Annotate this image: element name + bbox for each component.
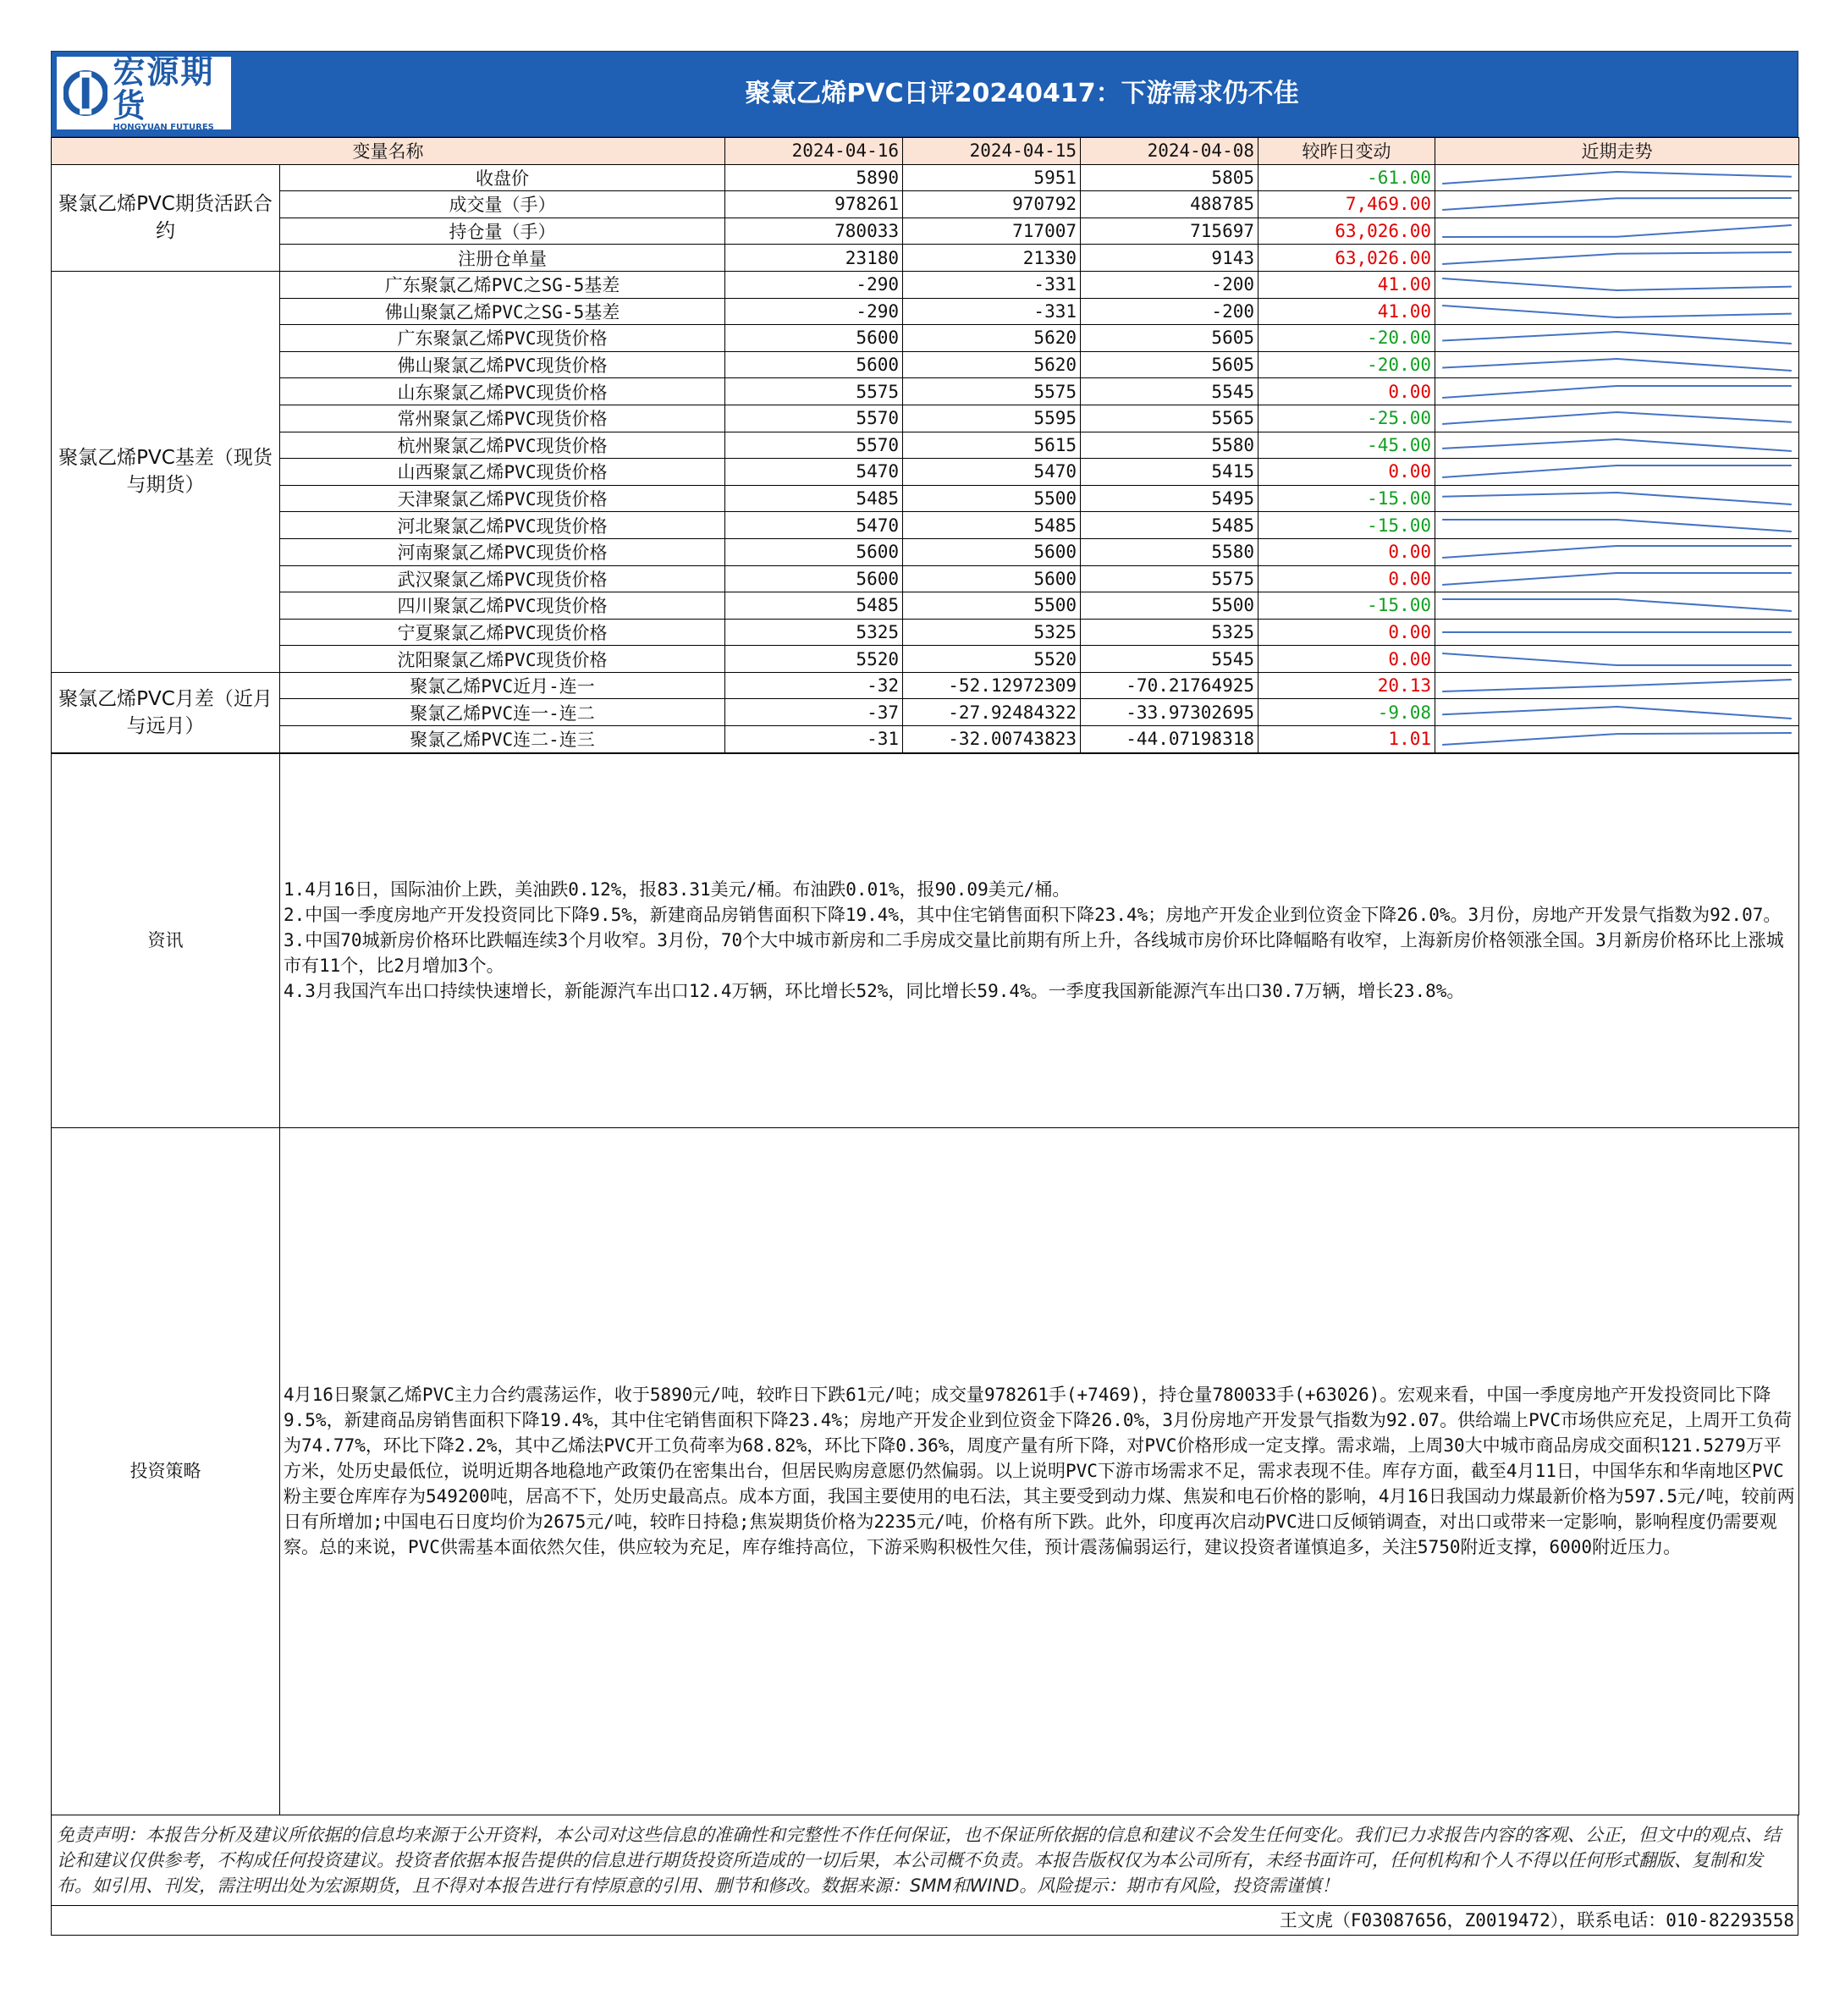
sparkline-path (1442, 198, 1792, 210)
table-header-row (52, 138, 1799, 165)
commentary-table (51, 753, 1799, 1815)
variable-name: 聚氯乙烯PVC连一-连二 (280, 699, 725, 726)
variable-name: 沈阳聚氯乙烯PVC现货价格 (280, 646, 725, 673)
value-date-1: 5600 (725, 565, 903, 592)
change-value: 63,026.00 (1258, 245, 1435, 272)
table-row (52, 619, 1799, 646)
col-header-trend: 近期走势 (1435, 138, 1799, 165)
change-value: 0.00 (1258, 565, 1435, 592)
value-date-3: 488785 (1081, 191, 1258, 218)
sparkline-path (1442, 520, 1792, 532)
col-header-date-3: 2024-04-08 (1081, 138, 1258, 165)
change-value: -20.00 (1258, 325, 1435, 352)
news-item: 4.3月我国汽车出口持续快速增长，新能源汽车出口12.4万辆，环比增长52%，同比增长59.4%。一季度我国新能源汽车出口30.7万辆，增长23.8%。 (284, 981, 1465, 1002)
value-date-2: 717007 (903, 218, 1081, 245)
company-logo (57, 52, 231, 132)
table-row (52, 245, 1799, 272)
value-date-3: 5805 (1081, 164, 1258, 191)
value-date-1: 5575 (725, 378, 903, 405)
value-date-2: 5600 (903, 538, 1081, 565)
table-row (52, 646, 1799, 673)
value-date-2: 5325 (903, 619, 1081, 646)
value-date-2: 5595 (903, 405, 1081, 432)
trend-sparkline (1435, 351, 1799, 378)
value-date-1: 5600 (725, 351, 903, 378)
value-date-1: 5570 (725, 432, 903, 459)
value-date-2: 5600 (903, 565, 1081, 592)
author-contact: 王文虎（F03087656，Z0019472），联系电话：010-82293558 (51, 1906, 1798, 1936)
value-date-1: 5890 (725, 164, 903, 191)
variable-name: 佛山聚氯乙烯PVC之SG-5基差 (280, 298, 725, 325)
variable-name: 持仓量（手） (280, 218, 725, 245)
strategy-label: 投资策略 (52, 1127, 280, 1815)
table-row (52, 378, 1799, 405)
value-date-3: 5545 (1081, 646, 1258, 673)
table-row (52, 485, 1799, 512)
sparkline-path (1442, 278, 1792, 290)
sparkline-path (1442, 599, 1792, 611)
table-row (52, 592, 1799, 620)
variable-name: 河北聚氯乙烯PVC现货价格 (280, 512, 725, 539)
sparkline-path (1442, 573, 1792, 585)
group-label-g1: 聚氯乙烯PVC期货活跃合约 (52, 164, 280, 271)
change-value: -15.00 (1258, 485, 1435, 512)
variable-name: 成交量（手） (280, 191, 725, 218)
value-date-1: -31 (725, 726, 903, 753)
change-value: -25.00 (1258, 405, 1435, 432)
trend-sparkline (1435, 432, 1799, 459)
value-date-1: -32 (725, 672, 903, 699)
sparkline-path (1442, 332, 1792, 344)
value-date-3: 5415 (1081, 459, 1258, 486)
trend-sparkline (1435, 538, 1799, 565)
logo-chinese-name: 宏源期货 (113, 52, 215, 124)
value-date-2: 5485 (903, 512, 1081, 539)
value-date-3: 5325 (1081, 619, 1258, 646)
change-value: -61.00 (1258, 164, 1435, 191)
trend-sparkline (1435, 726, 1799, 753)
value-date-2: -52.12972309 (903, 672, 1081, 699)
sparkline-path (1442, 386, 1792, 398)
value-date-1: 5520 (725, 646, 903, 673)
change-value: -20.00 (1258, 351, 1435, 378)
value-date-2: -32.00743823 (903, 726, 1081, 753)
value-date-2: 5500 (903, 485, 1081, 512)
table-row (52, 672, 1799, 699)
trend-sparkline (1435, 619, 1799, 646)
trend-sparkline (1435, 298, 1799, 325)
value-date-2: 5470 (903, 459, 1081, 486)
sparkline-path (1442, 306, 1792, 317)
value-date-1: 5470 (725, 512, 903, 539)
table-row (52, 191, 1799, 218)
variable-name: 广东聚氯乙烯PVC现货价格 (280, 325, 725, 352)
sparkline-path (1442, 252, 1792, 264)
value-date-2: 970792 (903, 191, 1081, 218)
value-date-1: 5485 (725, 485, 903, 512)
value-date-2: 5575 (903, 378, 1081, 405)
table-row (52, 432, 1799, 459)
report-header (51, 51, 1798, 137)
change-value: 41.00 (1258, 298, 1435, 325)
table-row (52, 726, 1799, 753)
trend-sparkline (1435, 512, 1799, 539)
change-value: 7,469.00 (1258, 191, 1435, 218)
trend-sparkline (1435, 459, 1799, 486)
value-date-3: 5565 (1081, 405, 1258, 432)
change-value: -15.00 (1258, 512, 1435, 539)
variable-name: 四川聚氯乙烯PVC现货价格 (280, 592, 725, 620)
value-date-3: -200 (1081, 298, 1258, 325)
value-date-3: 5485 (1081, 512, 1258, 539)
value-date-1: 5570 (725, 405, 903, 432)
strategy-content: 4月16日聚氯乙烯PVC主力合约震荡运作，收于5890元/吨，较昨日下跌61元/吨；成交量978261手(+7469)，持仓量780033手(+63026)。宏观来看，中国一季度房地产开发投资同比下降9.5%，新建商品房销售面积下降19.4%，其中住宅销售面积下降23.4%；房地产开发企业到位资金下降26.0%，3月份房地产开发景气指数为92.07。供给端上PVC市场供应充足，上周开工负荷为74.77%，环比下降2.2%，其中乙烯法PVC开工负荷率为68.82%，环比下降0.36%，周度产量有所下降，对PVC价格形成一定支撑。需求端，上周30大中城市商品房成交面积121.5279万平方米，处历史最低位，说明近期各地稳地产政策仍在密集出台，但居民购房意愿仍然偏弱。以上说明PVC下游市场需求不足，需求表现不佳。库存方面，截至4月11日，中国华东和华南地区PVC粉主要仓库库存为549200吨，居高不下，处历史最高点。成本方面，我国主要使用的电石法，其主要受到动力煤、焦炭和电石价格的影响，4月16日我国动力煤最新价格为597.5元/吨，较前两日有所增加;中国电石日度均价为2675元/吨，较昨日持稳;焦炭期货价格为2235元/吨，价格有所下跌。此外，印度再次启动PVC进口反倾销调查，对出口或带来一定影响，影响程度仍需要观察。总的来说，PVC供需基本面依然欠佳，供应较为充足，库存维持高位，下游采购积极性欠佳，预计震荡偏弱运行，建议投资者谨慎追多，关注5750附近支撑，6000附近压力。 (280, 1127, 1799, 1815)
sparkline-path (1442, 733, 1792, 745)
news-content (280, 753, 1799, 1127)
value-date-3: 5580 (1081, 538, 1258, 565)
value-date-3: 5575 (1081, 565, 1258, 592)
value-date-2: -27.92484322 (903, 699, 1081, 726)
change-value: -15.00 (1258, 592, 1435, 620)
disclaimer: 免责声明：本报告分析及建议所依据的信息均来源于公开资料，本公司对这些信息的准确性和完整性不作任何保证，也不保证所依据的信息和建议不会发生任何变化。我们已力求报告内容的客观、公正，但文中的观点、结论和建议仅供参考，不构成任何投资建议。投资者依据本报告提供的信息进行期货投资所造成的一切后果，本公司概不负责。本报告版权仅为本公司所有，未经书面许可，任何机构和个人不得以任何形式翻版、复制和发布。如引用、刊发，需注明出处为宏源期货，且不得对本报告进行有悖原意的引用、删节和修改。数据来源：SMM和WIND。风险提示：期市有风险，投资需谨慎！ (51, 1815, 1798, 1906)
col-header-variable: 变量名称 (52, 138, 725, 165)
value-date-3: 9143 (1081, 245, 1258, 272)
value-date-1: 5470 (725, 459, 903, 486)
value-date-2: -331 (903, 271, 1081, 298)
value-date-3: 715697 (1081, 218, 1258, 245)
table-row (52, 512, 1799, 539)
table-row (52, 218, 1799, 245)
trend-sparkline (1435, 672, 1799, 699)
variable-name: 河南聚氯乙烯PVC现货价格 (280, 538, 725, 565)
col-header-change: 较昨日变动 (1258, 138, 1435, 165)
change-value: 0.00 (1258, 378, 1435, 405)
trend-sparkline (1435, 191, 1799, 218)
value-date-3: 5495 (1081, 485, 1258, 512)
value-date-2: 5500 (903, 592, 1081, 620)
sparkline-path (1442, 439, 1792, 451)
value-date-1: -290 (725, 298, 903, 325)
value-date-3: -200 (1081, 271, 1258, 298)
trend-sparkline (1435, 325, 1799, 352)
data-table (51, 137, 1799, 753)
report-title: 聚氯乙烯PVC日评20240417：下游需求仍不佳 (745, 79, 1299, 108)
change-value: 0.00 (1258, 646, 1435, 673)
value-date-1: 780033 (725, 218, 903, 245)
value-date-2: -331 (903, 298, 1081, 325)
value-date-2: 5520 (903, 646, 1081, 673)
trend-sparkline (1435, 405, 1799, 432)
value-date-1: 5600 (725, 325, 903, 352)
value-date-1: 978261 (725, 191, 903, 218)
col-header-date-1: 2024-04-16 (725, 138, 903, 165)
value-date-1: -37 (725, 699, 903, 726)
trend-sparkline (1435, 245, 1799, 272)
table-row (52, 325, 1799, 352)
variable-name: 山东聚氯乙烯PVC现货价格 (280, 378, 725, 405)
variable-name: 广东聚氯乙烯PVC之SG-5基差 (280, 271, 725, 298)
news-item: 1.4月16日，国际油价上跌，美油跌0.12%，报83.31美元/桶。布油跌0.01%，报90.09美元/桶。 (284, 879, 1071, 901)
variable-name: 聚氯乙烯PVC连二-连三 (280, 726, 725, 753)
trend-sparkline (1435, 565, 1799, 592)
change-value: 0.00 (1258, 619, 1435, 646)
sparkline-path (1442, 546, 1792, 558)
table-row (52, 565, 1799, 592)
change-value: 63,026.00 (1258, 218, 1435, 245)
news-item: 3.中国70城新房价格环比跌幅连续3个月收窄。3月份，70个大中城市新房和二手房成交量比前期有所上升，各线城市房价环比降幅略有收窄，上海新房价格领涨全国。3月新房价格环比上涨城市有11个，比2月增加3个。 (284, 930, 1784, 977)
table-row (52, 405, 1799, 432)
trend-sparkline (1435, 164, 1799, 191)
trend-sparkline (1435, 485, 1799, 512)
trend-sparkline (1435, 646, 1799, 673)
trend-sparkline (1435, 271, 1799, 298)
group-label-g2: 聚氯乙烯PVC基差（现货与期货） (52, 271, 280, 672)
variable-name: 杭州聚氯乙烯PVC现货价格 (280, 432, 725, 459)
sparkline-path (1442, 707, 1792, 719)
value-date-3: 5605 (1081, 351, 1258, 378)
news-item: 2.中国一季度房地产开发投资同比下降9.5%，新建商品房销售面积下降19.4%，其中住宅销售面积下降23.4%；房地产开发企业到位资金下降26.0%。3月份，房地产开发景气指数为92.07。 (284, 905, 1782, 926)
sparkline-path (1442, 412, 1792, 424)
value-date-3: -70.21764925 (1081, 672, 1258, 699)
variable-name: 常州聚氯乙烯PVC现货价格 (280, 405, 725, 432)
table-row (52, 351, 1799, 378)
sparkline-path (1442, 465, 1792, 477)
news-label: 资讯 (52, 753, 280, 1127)
change-value: 1.01 (1258, 726, 1435, 753)
variable-name: 武汉聚氯乙烯PVC现货价格 (280, 565, 725, 592)
variable-name: 注册仓单量 (280, 245, 725, 272)
value-date-1: 23180 (725, 245, 903, 272)
variable-name: 聚氯乙烯PVC近月-连一 (280, 672, 725, 699)
sparkline-path (1442, 653, 1792, 665)
value-date-2: 5620 (903, 325, 1081, 352)
trend-sparkline (1435, 378, 1799, 405)
change-value: -9.08 (1258, 699, 1435, 726)
table-row (52, 298, 1799, 325)
sparkline-path (1442, 225, 1792, 237)
value-date-1: -290 (725, 271, 903, 298)
col-header-date-2: 2024-04-15 (903, 138, 1081, 165)
table-row (52, 271, 1799, 298)
change-value: 41.00 (1258, 271, 1435, 298)
change-value: 20.13 (1258, 672, 1435, 699)
table-row (52, 538, 1799, 565)
strategy-row (52, 1127, 1799, 1815)
value-date-1: 5600 (725, 538, 903, 565)
variable-name: 宁夏聚氯乙烯PVC现货价格 (280, 619, 725, 646)
logo-english-name: HONGYUAN FUTURES (113, 122, 214, 132)
variable-name: 佛山聚氯乙烯PVC现货价格 (280, 351, 725, 378)
sparkline-path (1442, 172, 1792, 184)
value-date-1: 5325 (725, 619, 903, 646)
trend-sparkline (1435, 218, 1799, 245)
sparkline-path (1442, 359, 1792, 371)
change-value: 0.00 (1258, 538, 1435, 565)
value-date-2: 5951 (903, 164, 1081, 191)
trend-sparkline (1435, 592, 1799, 620)
hongyuan-logo-icon (63, 63, 107, 123)
variable-name: 山西聚氯乙烯PVC现货价格 (280, 459, 725, 486)
value-date-3: 5545 (1081, 378, 1258, 405)
value-date-2: 21330 (903, 245, 1081, 272)
sparkline-path (1442, 493, 1792, 504)
value-date-1: 5485 (725, 592, 903, 620)
value-date-3: 5580 (1081, 432, 1258, 459)
value-date-2: 5620 (903, 351, 1081, 378)
group-label-g3: 聚氯乙烯PVC月差（近月与远月） (52, 672, 280, 752)
change-value: 0.00 (1258, 459, 1435, 486)
value-date-3: -44.07198318 (1081, 726, 1258, 753)
report-sheet (51, 51, 1798, 1936)
table-row (52, 459, 1799, 486)
value-date-2: 5615 (903, 432, 1081, 459)
news-row (52, 753, 1799, 1127)
value-date-3: 5605 (1081, 325, 1258, 352)
variable-name: 天津聚氯乙烯PVC现货价格 (280, 485, 725, 512)
table-row (52, 699, 1799, 726)
value-date-3: 5500 (1081, 592, 1258, 620)
sparkline-path (1442, 680, 1792, 691)
variable-name: 收盘价 (280, 164, 725, 191)
trend-sparkline (1435, 699, 1799, 726)
value-date-3: -33.97302695 (1081, 699, 1258, 726)
table-row (52, 164, 1799, 191)
change-value: -45.00 (1258, 432, 1435, 459)
